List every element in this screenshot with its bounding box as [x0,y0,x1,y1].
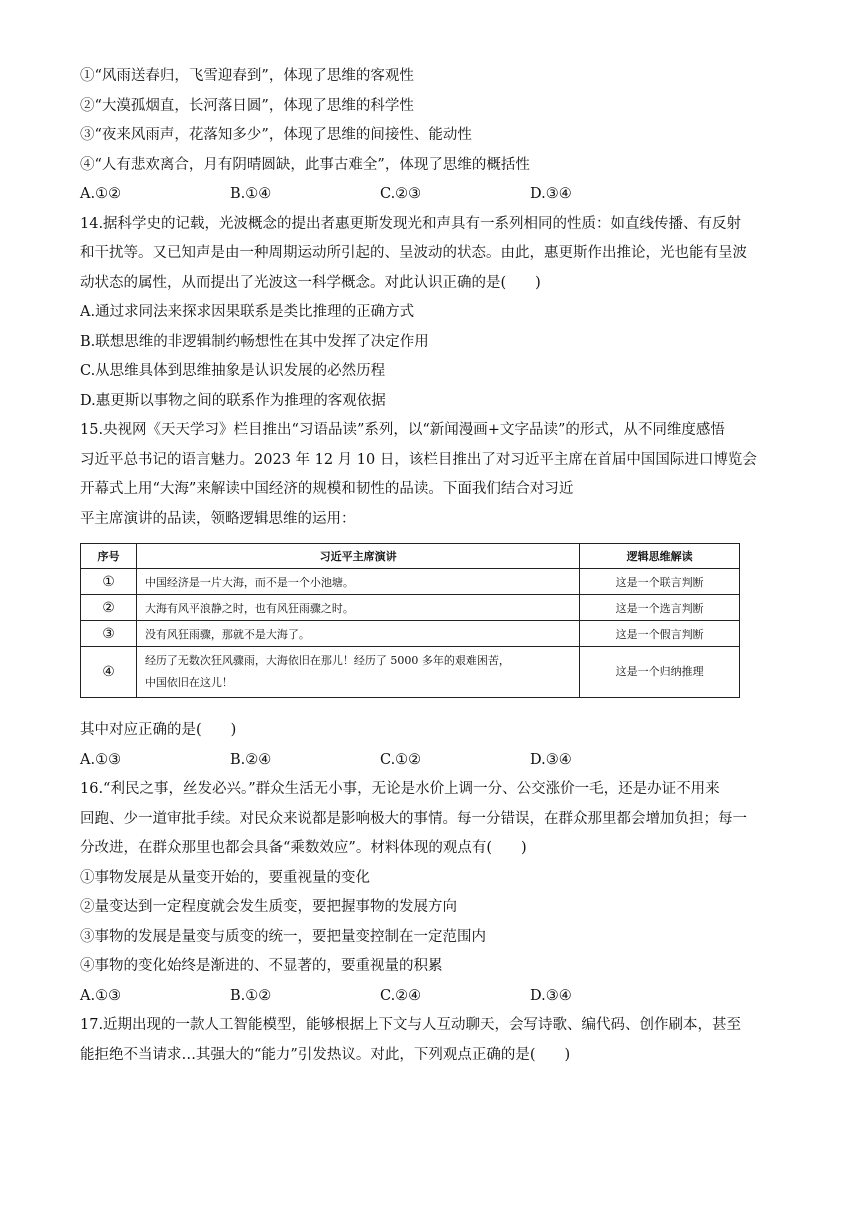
table-row [81,569,740,595]
q15-option-c[interactable]: C.①② [380,751,422,768]
row-logic: 这是一个归纳推理 [580,647,740,698]
row-number: ③ [81,621,137,647]
q15-stem-line-1: 15.央视网《天天学习》栏目推出“习语品读”系列，以“新闻漫画+文字品读”的形式，从不同维度感悟 [80,422,725,438]
q17-stem-line-1: 17.近期出现的一款人工智能模型，能够根据上下文与人互动聊天，会写诗歌、编代码、创作刷本，甚至 [80,1017,742,1033]
row-number: ② [81,595,137,621]
row-number: ④ [81,647,137,698]
q16-option-d[interactable]: D.③④ [530,987,572,1004]
row-speech: 没有风狂雨骤，那就不是大海了。 [136,621,579,647]
q14-choice-a[interactable]: A.通过求同法来探求因果联系是类比推理的正确方式 [80,304,415,320]
q13-statement-2: ②“大漠孤烟直，长河落日圆”，体现了思维的科学性 [80,97,414,114]
q15-option-b[interactable]: B.②④ [230,751,272,768]
q16-stem-line-1: 16.“利民之事，丝发必兴。”群众生活无小事，无论是水价上调一分、公交涨价一毛，还是办证不用来 [80,781,720,797]
q15-prompt: 其中对应正确的是( ) [80,722,237,738]
table-row [81,595,740,621]
q16-statement-1: ①事物发展是从量变开始的，要重视量的变化 [80,869,370,886]
row-speech-multiline [136,647,579,698]
row-number: ① [81,569,137,595]
q15-options [80,746,780,776]
q14-choice-c[interactable]: C.从思维具体到思维抽象是认识发展的必然历程 [80,363,386,379]
q14-choice-b[interactable]: B.联想思维的非逻辑制约畅想性在其中发挥了决定作用 [80,333,429,350]
q14-stem-line-1: 14.据科学史的记载，光波概念的提出者惠更斯发现光和声具有一系列相同的性质：如直线传播、有反射 [80,215,742,232]
q15-table-header [81,544,740,569]
row-logic: 这是一个联言判断 [580,569,740,595]
q16-statement-2: ②量变达到一定程度就会发生质变，要把握事物的发展方向 [80,899,457,915]
row-speech-line-2: 中国依旧在这儿！ [144,676,233,689]
q15-stem [80,416,780,534]
q15-option-a[interactable]: A.①③ [80,751,122,768]
q13-option-c[interactable]: C.②③ [380,186,422,202]
q17-stem [80,1011,780,1070]
q14-stem-line-3: 动状态的属性，从而提出了光波这一科学概念。对此认识正确的是( ) [80,274,541,291]
q16-stem-line-2: 回跑、少一道审批手续。对民众来说都是影响极大的事情。每一分错误，在群众那里都会增加负担；每一 [80,810,747,827]
header-logic: 逻辑思维解读 [580,544,740,569]
q16-stem [80,775,780,864]
exam-page [80,62,780,1070]
q16-options [80,982,780,1012]
q13-option-a[interactable]: A.①② [80,186,122,202]
q15-stem-line-2: 习近平总书记的语言魅力。2023 年 12 月 10 日，该栏目推出了对习近平主席在首届中国国际进口博览会 [80,451,757,468]
q13-statement-4: ④“人有悲欢离合，月有阴晴圆缺，此事古难全”，体现了思维的概括性 [80,156,530,173]
q14-choices [80,298,780,416]
row-speech: 中国经济是一片大海，而不是一个小池塘。 [136,569,579,595]
q13-statement-1: ①“风雨送春归，飞雪迎春到”，体现了思维的客观性 [80,68,414,84]
q13-statement-3: ③“夜来风雨声，花落知多少”，体现了思维的间接性、能动性 [80,127,472,143]
q13-statements [80,62,780,180]
q16-option-b[interactable]: B.①② [230,987,272,1004]
q14-stem-line-2: 和干扰等。又已知声是由一种周期运动所引起的、呈波动的状态。由此，惠更斯作出推论，光也能有呈波 [80,245,747,261]
q16-option-a[interactable]: A.①③ [80,987,122,1004]
q15-option-d[interactable]: D.③④ [530,751,572,768]
row-logic: 这是一个假言判断 [580,621,740,647]
row-speech: 大海有风平浪静之时，也有风狂雨骤之时。 [136,595,579,621]
q16-stem-line-3: 分改进，在群众那里也都会具备“乘数效应”。材料体现的观点有( ) [80,840,527,856]
q17-stem-line-2: 能拒绝不当请求…其强大的“能力”引发热议。对此，下列观点正确的是( ) [80,1046,571,1063]
q13-options [80,180,780,210]
table-row [81,647,740,698]
q15-stem-line-4: 平主席演讲的品读，领略逻辑思维的运用： [80,510,356,527]
q13-option-b[interactable]: B.①④ [230,186,272,202]
q15-table [80,543,740,698]
q16-option-c[interactable]: C.②④ [380,987,422,1004]
q14-choice-d[interactable]: D.惠更斯以事物之间的联系作为推理的客观依据 [80,392,386,409]
row-speech-line-1: 经历了无数次狂风骤雨，大海依旧在那儿！经历了 5000 多年的艰难困苦， [144,654,510,667]
q13-option-d[interactable]: D.③④ [530,186,572,202]
q16-statements [80,864,780,982]
q16-statement-4: ④事物的变化始终是渐进的、不显著的，要重视量的积累 [80,958,443,974]
header-number: 序号 [81,544,137,569]
q15-stem-line-3: 开幕式上用“大海”来解读中国经济的规模和韧性的品读。下面我们结合对习近 [80,481,574,497]
table-row [81,621,740,647]
q14-stem [80,210,780,299]
header-speech: 习近平主席演讲 [136,544,579,569]
row-logic: 这是一个选言判断 [580,595,740,621]
q16-statement-3: ③事物的发展是量变与质变的统一，要把量变控制在一定范围内 [80,928,486,945]
